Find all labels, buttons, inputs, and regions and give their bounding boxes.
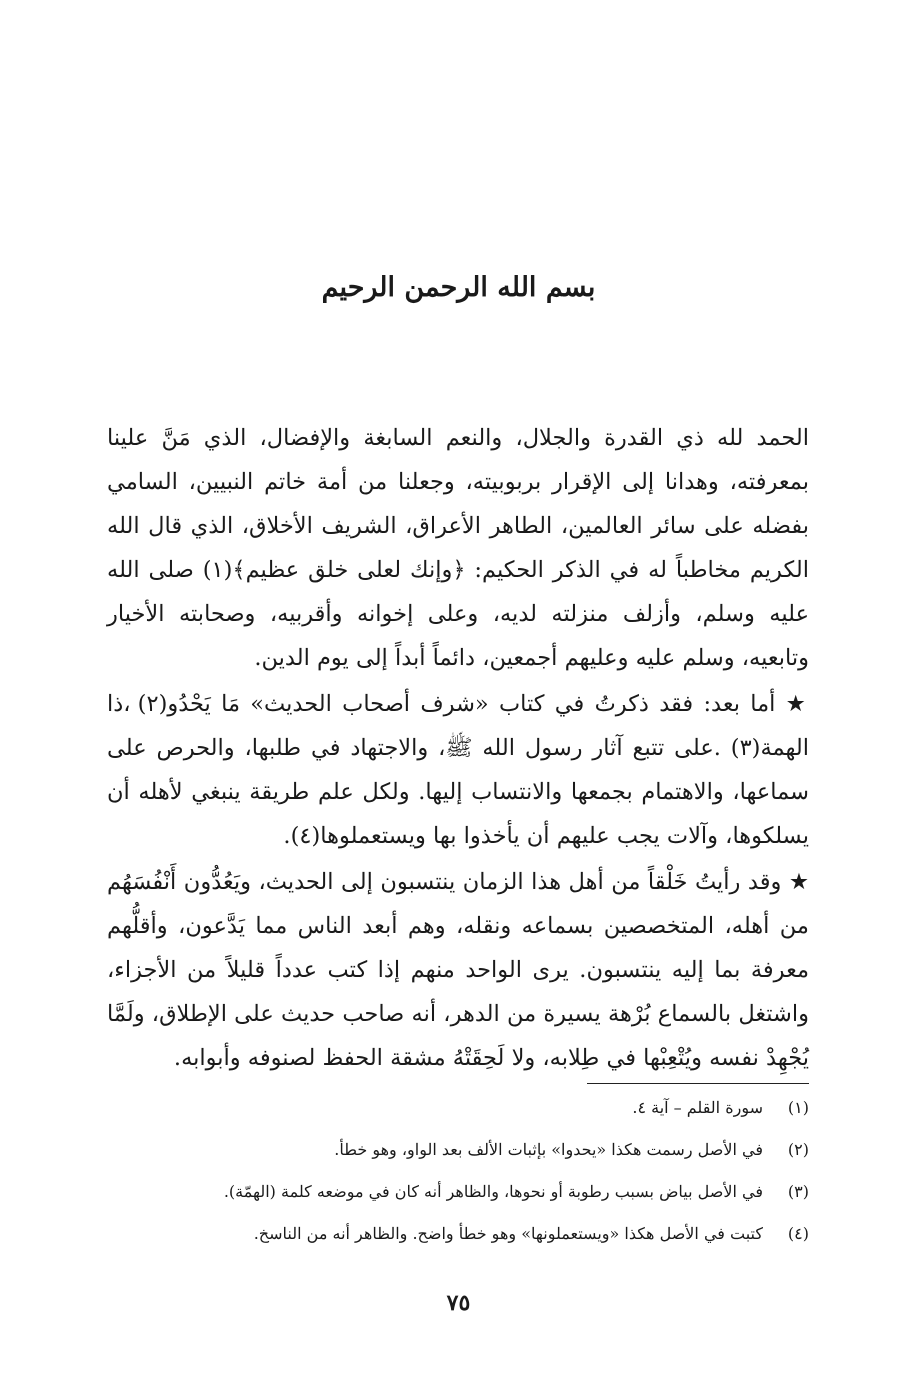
footnote-number: (٣) <box>787 1182 809 1201</box>
paragraph-3: ★ وقد رأيتُ خَلْقاً من أهل هذا الزمان ينتسبون إلى الحديث، ويَعُدُّون أَنْفُسَهُم من أهله، المتخصصين بسماعه ونقله، وهم أبعد الناس مما يَدَّعون، وأقلُّهم معرفة بما إليه ينتسبون. يرى الواحد منهم إذا كتب عدداً قليلاً من الأجزاء، واشتغل بالسماع بُرْهة يسيرة من الدهر، أنه صاحب حديث على الإطلاق، ولَمَّا يُجْهِدْ نفسه ويُتْعِبْها في طِلابه، ولا لَحِقَتْهُ مشقة الحفظ لصنوفه وأبوابه. <box>107 869 809 1071</box>
page-heading: بسم الله الرحمن الرحيم <box>321 272 596 303</box>
footnote-number: (٢) <box>787 1140 809 1159</box>
footnote-4 <box>107 1224 809 1266</box>
paragraph-1: الحمد لله ذي القدرة والجلال، والنعم السابغة والإفضال، الذي مَنَّ علينا بمعرفته، وهدانا إلى الإقرار بربوبيته، وجعلنا من أمة خاتم النبيين، السامي بفضله على سائر العالمين، الطاهر الأعراق، الشريف الأخلاق، الذي قال الله الكريم مخاطباً له في الذكر الحكيم: ﴿وإنك لعلى خلق عظيم﴾(١) صلى الله عليه وسلم، وأزلف منزلته لديه، وعلى إخوانه وأقربيه، وصحابته الأخيار وتابعيه، وسلم عليه وعليهم أجمعين، دائماً أبداً إلى يوم الدين. <box>107 425 810 671</box>
page-number: ٧٥ <box>446 1290 471 1316</box>
main-text <box>107 416 809 1080</box>
footnote-text: سورة القلم – آية ٤. <box>632 1098 763 1117</box>
footnote-separator <box>587 1083 809 1084</box>
footnote-text: في الأصل بياض بسبب رطوبة أو نحوها، والظاهر أنه كان في موضعه كلمة (الهمّة). <box>223 1182 763 1201</box>
footnote-number: (٤) <box>787 1224 809 1243</box>
footnote-2 <box>107 1140 809 1182</box>
footnotes <box>107 1098 809 1266</box>
paragraph-2: ★ أما بعد: فقد ذكرتُ في كتاب «شرف أصحاب الحديث» مَا يَحْدُو(٢) ،ذا الهمة(٣) .على تتبع آثار رسول الله ﷺ، والاجتهاد في طلبها، والحرص على سماعها، والاهتمام بجمعها والانتساب إليها. ولكل علم طريقة ينبغي لأهله أن يسلكوها، وآلات يجب عليهم أن يأخذوا بها ويستعملوها(٤). <box>107 691 809 849</box>
footnote-3 <box>107 1182 809 1224</box>
footnote-1 <box>107 1098 809 1140</box>
footnote-text: كتبت في الأصل هكذا «ويستعملونها» وهو خطأ واضح. والظاهر أنه من الناسخ. <box>253 1224 763 1243</box>
footnote-number: (١) <box>787 1098 809 1117</box>
footnote-text: في الأصل رسمت هكذا «يحدوا» بإثبات الألف بعد الواو، وهو خطأ. <box>334 1140 763 1159</box>
